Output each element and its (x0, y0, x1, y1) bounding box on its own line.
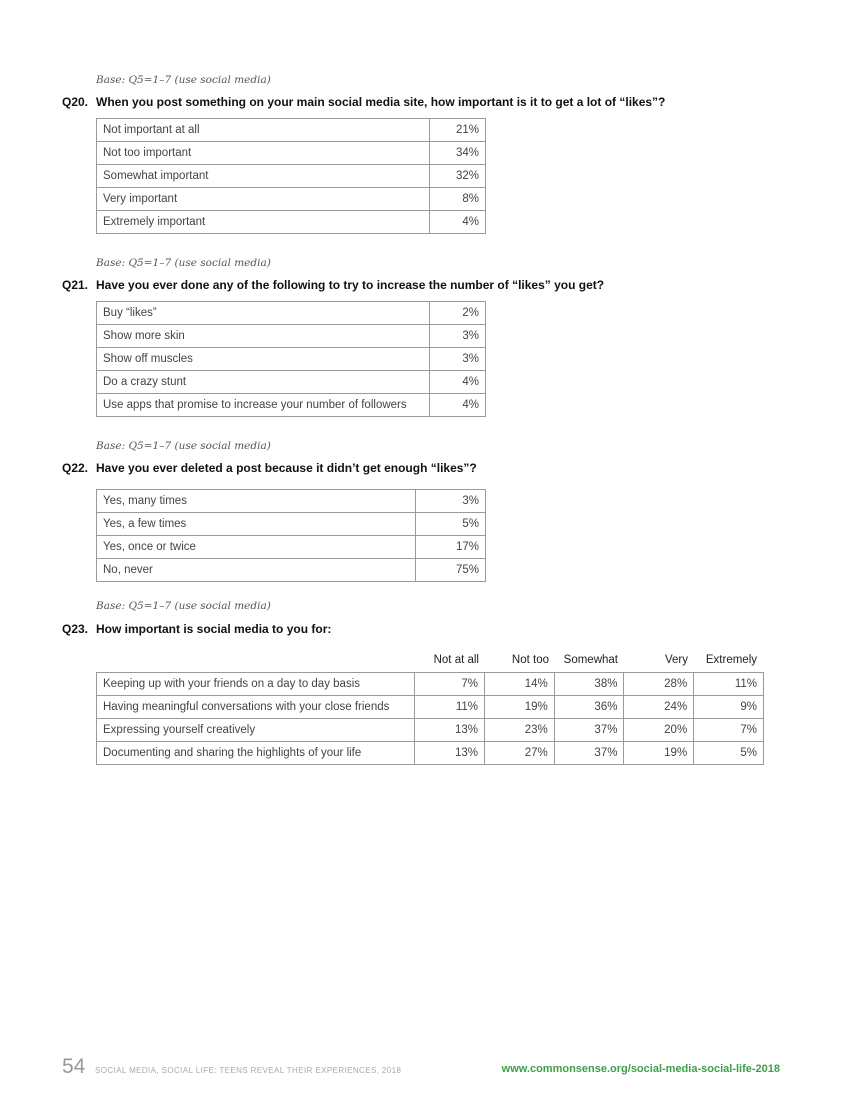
row-label: Yes, a few times (97, 513, 416, 536)
response-table-q23 (96, 672, 764, 765)
cell-value: 9% (694, 696, 764, 719)
column-header-very: Very (664, 654, 688, 666)
table-row (97, 188, 486, 211)
table-row (97, 719, 764, 742)
cell-value: 11% (415, 696, 485, 719)
table-row (97, 302, 486, 325)
row-label: Buy “likes” (97, 302, 430, 325)
response-table-q20 (96, 118, 486, 234)
question-number: Q23. (62, 622, 89, 636)
table-row (97, 211, 486, 234)
cell-value: 20% (624, 719, 694, 742)
cell-value: 37% (554, 719, 624, 742)
row-value: 32% (430, 165, 486, 188)
row-value: 3% (430, 348, 486, 371)
cell-value: 24% (624, 696, 694, 719)
base-note-q20: Base: Q5=1–7 (use social media) (96, 74, 271, 86)
row-value: 5% (416, 513, 486, 536)
row-value: 8% (430, 188, 486, 211)
cell-value: 13% (415, 719, 485, 742)
row-value: 17% (416, 536, 486, 559)
table-row (97, 696, 764, 719)
row-label: Use apps that promise to increase your number of followers (97, 394, 430, 417)
table-row (97, 536, 486, 559)
cell-value: 23% (484, 719, 554, 742)
question-text: Have you ever deleted a post because it didn’t get enough “likes”? (96, 461, 477, 475)
row-value: 75% (416, 559, 486, 582)
cell-value: 36% (554, 696, 624, 719)
cell-value: 5% (694, 742, 764, 765)
question-q22 (62, 461, 782, 475)
cell-value: 19% (624, 742, 694, 765)
row-value: 4% (430, 394, 486, 417)
question-number: Q20. (62, 95, 89, 109)
cell-value: 19% (484, 696, 554, 719)
cell-value: 38% (554, 673, 624, 696)
row-value: 3% (416, 490, 486, 513)
table-row (97, 673, 764, 696)
column-header-extremely: Extremely (705, 654, 757, 666)
row-label: Expressing yourself creatively (97, 719, 415, 742)
row-label: Yes, once or twice (97, 536, 416, 559)
base-note-q22: Base: Q5=1–7 (use social media) (96, 440, 271, 452)
table-row (97, 325, 486, 348)
column-header-not-too: Not too (511, 654, 549, 666)
row-label: Show off muscles (97, 348, 430, 371)
cell-value: 28% (624, 673, 694, 696)
table-row (97, 348, 486, 371)
row-value: 21% (430, 119, 486, 142)
cell-value: 11% (694, 673, 764, 696)
question-text: How important is social media to you for: (96, 622, 332, 636)
table-row (97, 142, 486, 165)
row-label: Show more skin (97, 325, 430, 348)
cell-value: 37% (554, 742, 624, 765)
response-table-q22 (96, 489, 486, 582)
row-value: 4% (430, 371, 486, 394)
question-text: When you post something on your main social media site, how important is it to get a lot of “likes”? (96, 95, 666, 109)
row-value: 4% (430, 211, 486, 234)
column-header-somewhat: Somewhat (563, 654, 618, 666)
row-label: Extremely important (97, 211, 430, 234)
row-label: Do a crazy stunt (97, 371, 430, 394)
row-value: 34% (430, 142, 486, 165)
cell-value: 7% (415, 673, 485, 696)
cell-value: 7% (694, 719, 764, 742)
question-text: Have you ever done any of the following to try to increase the number of “likes” you get? (96, 278, 605, 292)
row-label: Documenting and sharing the highlights of your life (97, 742, 415, 765)
table-row (97, 742, 764, 765)
table-row (97, 490, 486, 513)
footer-report-title: SOCIAL MEDIA, SOCIAL LIFE: TEENS REVEAL THEIR EXPERIENCES, 2018 (95, 1066, 402, 1075)
response-table-q21 (96, 301, 486, 417)
cell-value: 14% (484, 673, 554, 696)
question-number: Q22. (62, 461, 89, 475)
base-note-q21: Base: Q5=1–7 (use social media) (96, 257, 271, 269)
question-q20 (62, 95, 782, 109)
table-row (97, 119, 486, 142)
question-q23 (62, 622, 782, 636)
cell-value: 27% (484, 742, 554, 765)
question-q21 (62, 278, 782, 292)
row-label: Keeping up with your friends on a day to day basis (97, 673, 415, 696)
table-row (97, 394, 486, 417)
page-number: 54 (62, 1055, 86, 1078)
row-label: Yes, many times (97, 490, 416, 513)
base-note-q23: Base: Q5=1–7 (use social media) (96, 600, 271, 612)
table-row (97, 513, 486, 536)
question-number: Q21. (62, 278, 89, 292)
table-row (97, 371, 486, 394)
table-row (97, 165, 486, 188)
row-label: Very important (97, 188, 430, 211)
row-label: Having meaningful conversations with your close friends (97, 696, 415, 719)
table-row (97, 559, 486, 582)
row-label: Not too important (97, 142, 430, 165)
row-value: 3% (430, 325, 486, 348)
row-value: 2% (430, 302, 486, 325)
row-label: Not important at all (97, 119, 430, 142)
column-header-not-at-all: Not at all (433, 654, 479, 666)
cell-value: 13% (415, 742, 485, 765)
row-label: No, never (97, 559, 416, 582)
row-label: Somewhat important (97, 165, 430, 188)
footer-url-link[interactable]: www.commonsense.org/social-media-social-life-2018 (501, 1063, 780, 1075)
